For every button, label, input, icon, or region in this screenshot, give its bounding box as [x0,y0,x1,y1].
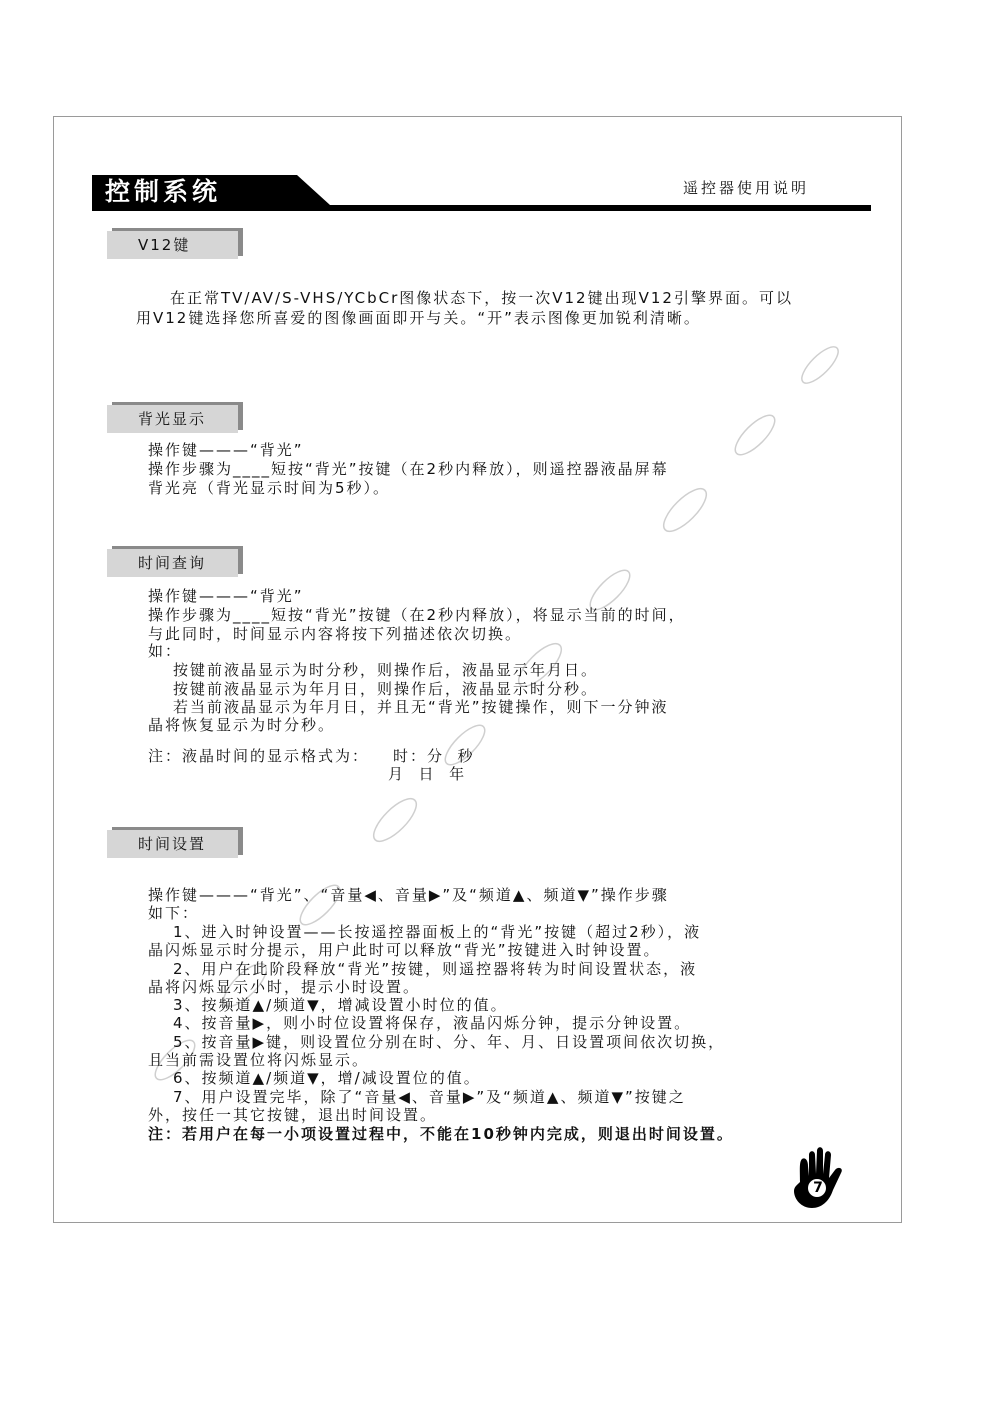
step-line: 晶闪烁显示时分提示，用户此时可以释放“背光”按键进入时钟设置。 [148,941,661,959]
page-title: 控制系统 [105,177,222,206]
step-line: 且当前需设置位将闪烁显示。 [148,1051,370,1069]
manual-subtitle: 遥控器使用说明 [683,179,810,197]
section-tab-label: 背光显示 [138,410,207,428]
paragraph-line: 用V12键选择您所喜爱的图像画面即开与关。“开”表示图像更加锐利清晰。 [136,309,701,327]
note-time-format: 时：分 秒 [393,747,475,765]
section-tab-time-query [107,549,238,577]
paragraph-line: 操作键———“背光” [148,441,304,459]
step-line: 5、按音量▶键，则设置位分别在时、分、年、月、日设置项间依次切换， [173,1033,726,1051]
section-tab-label: V12键 [138,236,191,254]
paragraph-line: 在正常TV/AV/S-VHS/YCbCr图像状态下，按一次V12键出现V12引擎界面。可以 [170,289,793,307]
paragraph-line: 操作步骤为____短按“背光”按键（在2秒内释放），则遥控器液晶屏幕 [148,460,669,478]
paragraph-line: 若当前液晶显示为年月日，并且无“背光”按键操作，则下一分钟液 [173,698,669,716]
step-line: 6、按频道▲/频道▼，增/减设置位的值。 [173,1069,481,1087]
paragraph-line: 与此同时，时间显示内容将按下列描述依次切换。 [148,625,523,643]
paragraph-line: 操作键———“背光” [148,587,304,605]
paragraph-line: 如： [148,642,183,660]
paragraph-line: 按键前液晶显示为时分秒，则操作后，液晶显示年月日。 [173,661,599,679]
paragraph-line: 操作步骤为____短按“背光”按键（在2秒内释放），将显示当前的时间， [148,606,686,624]
section-tab-backlight [107,405,238,433]
step-line: 晶将闪烁显示小时，提示小时设置。 [148,978,421,996]
step-line: 2、用户在此阶段释放“背光”按键，则遥控器将转为时间设置状态，液 [173,960,698,978]
paragraph-line: 操作键———“背光”、“音量◀、音量▶”及“频道▲、频道▼”操作步骤 [148,886,669,904]
note-label: 注：液晶时间的显示格式为： [148,747,370,765]
paragraph-line: 晶将恢复显示为时分秒。 [148,716,336,734]
note-date-format: 月 日 年 [388,765,467,783]
step-line: 外，按任一其它按键，退出时间设置。 [148,1106,438,1124]
warning-note: 注：若用户在每一小项设置过程中，不能在10秒钟内完成，则退出时间设置。 [148,1125,734,1143]
section-tab-label: 时间查询 [138,554,207,572]
step-line: 1、进入时钟设置——长按遥控器面板上的“背光”按键（超过2秒），液 [173,923,702,941]
page-number: 7 [813,1180,823,1196]
step-line: 3、按频道▲/频道▼，增减设置小时位的值。 [173,996,508,1014]
step-line: 4、按音量▶，则小时位设置将保存，液晶闪烁分钟，提示分钟设置。 [173,1014,692,1032]
section-tab-v12 [107,231,238,259]
paragraph-line: 如下： [148,904,200,922]
section-tab-label: 时间设置 [138,835,207,853]
paragraph-line: 背光亮（背光显示时间为5秒）。 [148,479,391,497]
section-tab-time-setting [107,830,238,858]
paragraph-line: 按键前液晶显示为年月日，则操作后，液晶显示时分秒。 [173,680,599,698]
step-line: 7、用户设置完毕，除了“音量◀、音量▶”及“频道▲、频道▼”按键之 [173,1088,686,1106]
